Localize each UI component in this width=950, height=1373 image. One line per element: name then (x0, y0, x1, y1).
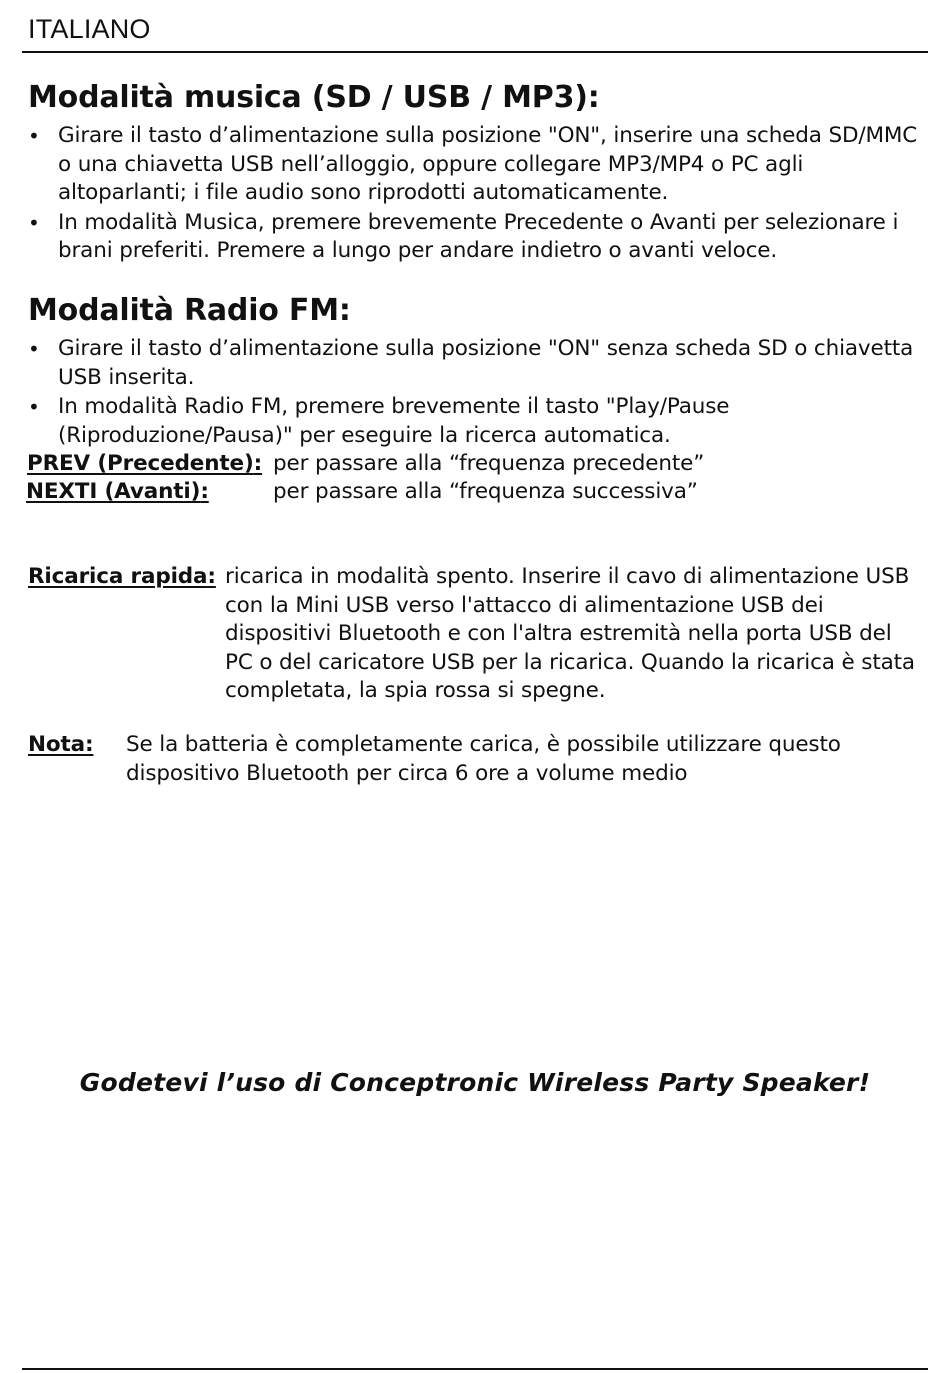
header-divider (22, 51, 928, 53)
footer-divider (22, 1368, 928, 1370)
radio-mode-heading: Modalità Radio FM: (28, 293, 351, 328)
list-item: • In modalità Radio FM, premere brevemente il tasto "Play/Pause (Riproduzione/Pausa)" per eseguire la ricerca automatica. (28, 393, 928, 450)
note-term: Nota: (28, 732, 94, 757)
radio-mode-list (28, 335, 928, 451)
note-description: Se la batteria è completamente carica, è possibile utilizzare questo dispositivo Bluetooth per circa 6 ore a volume medio (126, 732, 841, 786)
prev-term: PREV (Precedente): (27, 451, 263, 476)
list-item: • Girare il tasto d’alimentazione sulla posizione "ON" senza scheda SD o chiavetta USB inserita. (28, 335, 928, 392)
list-item: • Girare il tasto d’alimentazione sulla posizione "ON", inserire una scheda SD/MMC o una chiavetta USB nell’alloggio, oppure collegare MP3/MP4 o PC agli altoparlanti; i file audio sono riprodotti automaticamente. (28, 122, 928, 208)
charging-term: Ricarica rapida: (28, 564, 216, 589)
music-mode-heading: Modalità musica (SD / USB / MP3): (28, 80, 600, 115)
prev-description: per passare alla “frequenza precedente” (273, 451, 705, 476)
next-term: NEXTI (Avanti): (26, 479, 209, 504)
list-item: • In modalità Musica, premere brevemente Precedente o Avanti per selezionare i brani preferiti. Premere a lungo per andare indietro o avanti veloce. (28, 209, 928, 266)
charging-description: ricarica in modalità spento. Inserire il cavo di alimentazione USB con la Mini USB verso l'attacco di alimentazione USB dei dispositivi Bluetooth e con l'altra estremità nella porta USB del PC o del caricatore USB per la ricarica. Quando la ricarica è stata completata, la spia rossa si spegne. (225, 564, 915, 703)
music-mode-list (28, 122, 928, 267)
next-description: per passare alla “frequenza successiva” (273, 479, 698, 504)
page-language-label: ITALIANO (28, 14, 151, 44)
closing-message: Godetevi l’uso di Conceptronic Wireless Party Speaker! (79, 1068, 871, 1097)
